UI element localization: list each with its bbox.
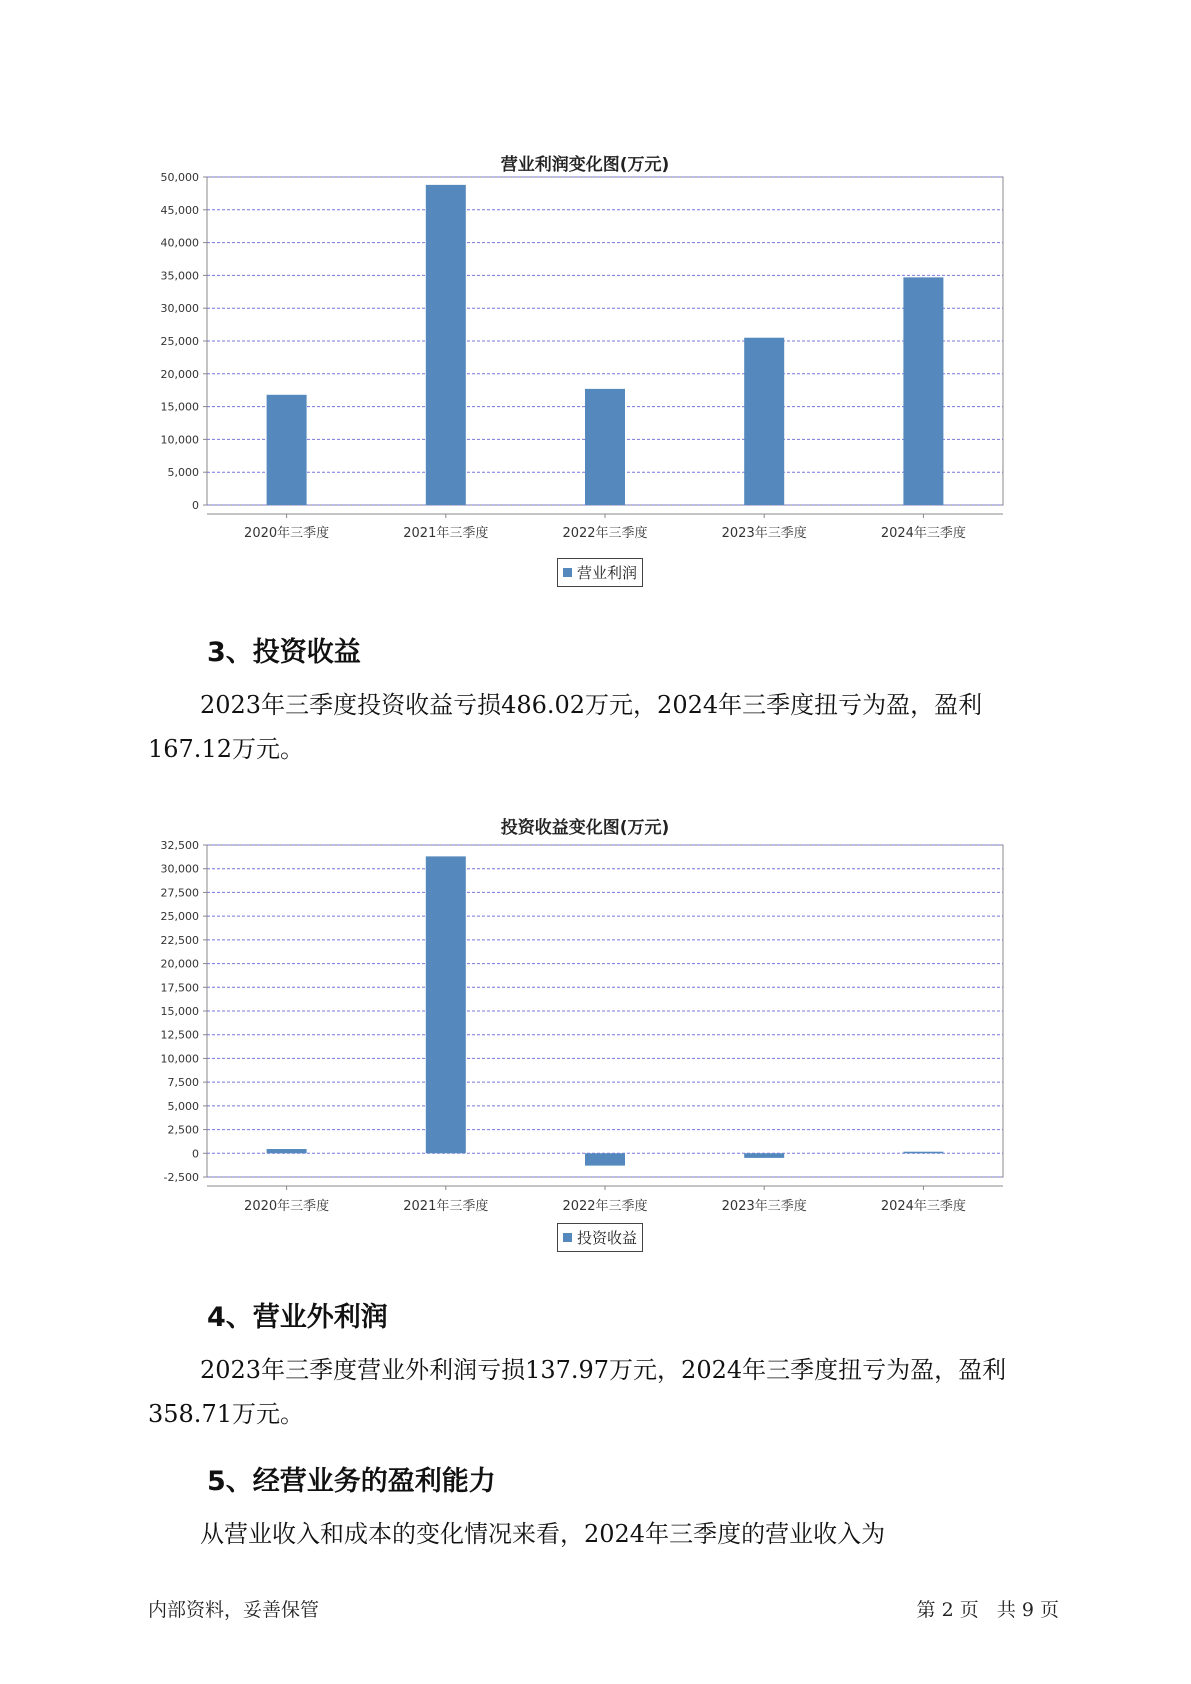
chart2-legend [557, 1223, 643, 1252]
chart1-category-label: 2020年三季度 [244, 526, 330, 541]
chart1-bar [903, 277, 943, 505]
chart1-ytick-label: 15,000 [160, 400, 199, 414]
chart1-ytick-label: 30,000 [160, 302, 199, 316]
chart2-ytick-label: -2,500 [163, 1171, 199, 1184]
chart2-ytick-label: 27,500 [160, 886, 199, 900]
chart1-ytick-label: 45,000 [160, 203, 199, 217]
chart2-category-label: 2022年三季度 [562, 1199, 648, 1214]
chart2-category-label: 2023年三季度 [721, 1199, 807, 1214]
chart1-ytick-label: 10,000 [160, 433, 199, 447]
chart2-bar [267, 1149, 307, 1153]
chart2-ytick-label: 7,500 [167, 1076, 199, 1090]
chart2-category-label: 2021年三季度 [403, 1199, 489, 1214]
section5-text: 从营业收入和成本的变化情况来看，2024年三季度的营业收入为 [200, 1520, 886, 1548]
chart2-ytick-label: 10,000 [160, 1052, 199, 1066]
footer-confidential-note: 内部资料，妥善保管 [148, 1599, 320, 1621]
chart1-ytick-label: 50,000 [160, 171, 199, 184]
legend-swatch [563, 1233, 572, 1242]
legend-swatch [563, 568, 572, 577]
chart2-legend-label: 投资收益 [577, 1229, 638, 1247]
chart1-bar [267, 395, 307, 505]
chart2-ytick-label: 20,000 [160, 957, 199, 971]
chart2-ytick-label: 17,500 [160, 981, 199, 995]
chart1-ytick-label: 5,000 [167, 466, 199, 480]
chart2-category-label: 2024年三季度 [880, 1199, 966, 1214]
chart2-ytick-label: 12,500 [160, 1028, 199, 1042]
chart2-category-label: 2020年三季度 [244, 1199, 330, 1214]
chart2-bar [903, 1152, 943, 1154]
section5-heading: 5、经营业务的盈利能力 [207, 1466, 496, 1497]
chart1-bar [426, 185, 466, 505]
chart1-category-label: 2024年三季度 [880, 526, 966, 541]
chart1-category-label: 2022年三季度 [562, 526, 648, 541]
chart1-legend [557, 558, 643, 587]
chart2-title: 投资收益变化图(万元) [500, 818, 670, 838]
chart2-bar [585, 1153, 625, 1165]
chart2-investment-income [150, 840, 1020, 1240]
chart1-ytick-label: 40,000 [160, 236, 199, 250]
chart1-bar [744, 338, 784, 505]
chart2-bar [426, 856, 466, 1153]
chart1-bar [585, 389, 625, 505]
chart2-bar [744, 1153, 784, 1158]
section3-text: 2023年三季度投资收益亏损486.02万元，2024年三季度扭亏为盈，盈利167.12万元。 [148, 691, 983, 763]
chart1-ytick-label: 25,000 [160, 335, 199, 348]
chart2-ytick-label: 5,000 [167, 1099, 199, 1113]
chart1-ytick-label: 20,000 [160, 367, 199, 381]
section4-text: 2023年三季度营业外利润亏损137.97万元，2024年三季度扭亏为盈，盈利358.71万元。 [148, 1356, 1007, 1428]
chart2-ytick-label: 2,500 [167, 1123, 199, 1137]
chart1-operating-profit [150, 170, 1020, 570]
chart2-ytick-label: 22,500 [160, 933, 199, 947]
chart1-ytick-label: 0 [192, 499, 199, 512]
footer-page-number: 第 2 页 共 9 页 [916, 1599, 1059, 1621]
chart2-ytick-label: 32,500 [160, 839, 199, 852]
chart2-ytick-label: 25,000 [160, 910, 199, 924]
chart1-category-label: 2023年三季度 [721, 526, 807, 541]
chart1-category-label: 2021年三季度 [403, 526, 489, 541]
chart2-ytick-label: 15,000 [160, 1005, 199, 1018]
chart1-ytick-label: 35,000 [160, 269, 199, 283]
chart1-legend-label: 营业利润 [577, 564, 638, 582]
section3-heading: 3、投资收益 [207, 637, 361, 668]
chart2-ytick-label: 30,000 [160, 862, 199, 876]
section4-heading: 4、营业外利润 [207, 1302, 388, 1333]
chart2-ytick-label: 0 [192, 1147, 199, 1161]
chart1-title: 营业利润变化图(万元) [500, 155, 670, 175]
